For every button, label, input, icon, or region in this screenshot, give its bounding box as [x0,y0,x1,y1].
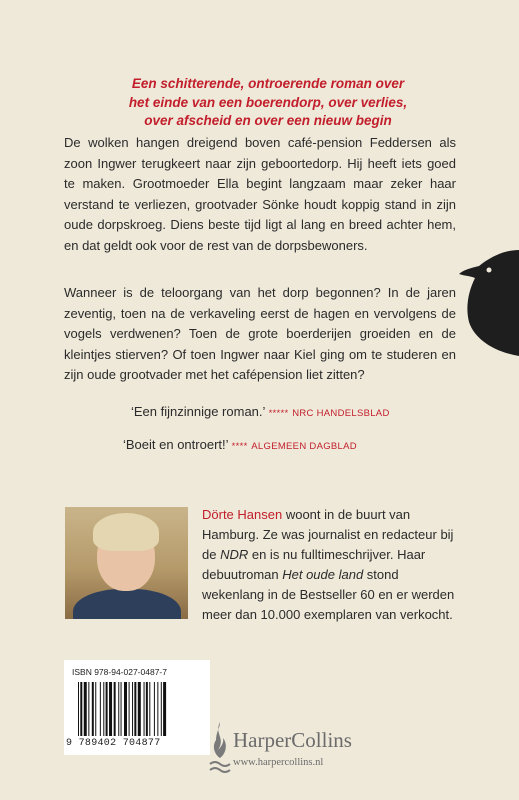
barcode-bars [78,682,206,736]
quote-source: NRC HANDELSBLAD [292,408,390,419]
tagline-line-3: over afscheid en over een nieuw begin [144,113,392,128]
quote-stars: ***** [268,408,289,419]
isbn-label: ISBN 978-94-027-0487-7 [72,667,167,677]
barcode-bar [114,682,116,736]
author-photo-body [73,589,181,619]
barcode-bar [109,682,112,736]
publisher-url: www.harpercollins.nl [233,757,324,768]
review-quote-1 [131,404,390,419]
barcode-bar [100,682,101,736]
quote-stars: **** [231,441,248,452]
barcode-bar [106,682,108,736]
bio-book-title: Het oude land [282,567,364,582]
tagline [118,75,418,131]
barcode-number: 9 789402 704877 [66,738,161,749]
barcode-bar [84,682,87,736]
barcode-bar [88,682,89,736]
barcode-bar [132,682,133,736]
tagline-line-1: Een schitterende, ontroerende roman over [131,76,405,91]
tagline-line-2: het einde van een boerendorp, over verlies, [128,94,408,110]
author-photo-hair [93,513,159,551]
review-quote-2 [123,437,357,452]
barcode-bar [157,682,158,736]
barcode-bar [129,682,130,736]
barcode-bar [95,682,96,736]
barcode-bar [161,682,162,736]
bio-text: en is nu fulltimeschrijver. Haar debuutroman [202,547,426,582]
bio-ndr: NDR [220,547,249,562]
barcode-bar [121,682,122,736]
barcode-bar [138,682,141,736]
author-photo [65,507,188,619]
author-bio [202,505,458,625]
fire-and-water-logo-icon [208,720,232,776]
barcode-bar [154,682,155,736]
bird-silhouette [455,240,519,360]
quote-text: ‘Boeit en ontroert!’ [123,437,229,452]
synopsis-paragraph-2: Wanneer is de teloorgang van het dorp begonnen? In de jaren zeventig, toen na de verkaveling eerst de hagen en vervolgens de vogels verdwenen? Toen de grote boerderijen groeiden en de kleintjes stierven? Of toen Ingwer naar Kiel ging om te studeren en zijn oude grootvader met het cafépension liet zitten? [64,285,456,382]
barcode-bar [163,682,166,736]
barcode-bar [146,682,148,736]
barcode-box [64,660,210,755]
publisher-name: HarperCollins [233,728,352,752]
barcode-bar [144,682,145,736]
bio-text: woont in de buurt van Hamburg. Ze was journalist en redacteur bij de [202,507,454,562]
quote-text: ‘Een fijnzinnige roman.’ [131,404,265,419]
barcode-bar [149,682,150,736]
barcode-bar [118,682,119,736]
barcode-bar [78,682,79,736]
barcode-bar [103,682,104,736]
barcode-bar [124,682,127,736]
barcode-bar [92,682,94,736]
barcode-bar [134,682,136,736]
barcode-bar [80,682,82,736]
bio-text: stond wekenlang in de Bestseller 60 en er werden meer dan 10.000 exemplaren van verkocht. [202,567,455,622]
author-name: Dörte Hansen [202,507,283,522]
synopsis-paragraph-1: De wolken hangen dreigend boven café-pension Feddersen als zoon Ingwer terugkeert naar zijn geboortedorp. Hij heeft iets goed te maken. Grootmoeder Ella begint langzaam maar zeker haar verstand te verliezen, grootvader Sönke houdt koppig stand in zijn oude dorpskroeg. Diens beste tijd ligt al lang en breed achter hem, en dat geldt ook voor de rest van de dorpsbewoners. [64,135,456,253]
quote-source: ALGEMEEN DAGBLAD [251,441,357,452]
